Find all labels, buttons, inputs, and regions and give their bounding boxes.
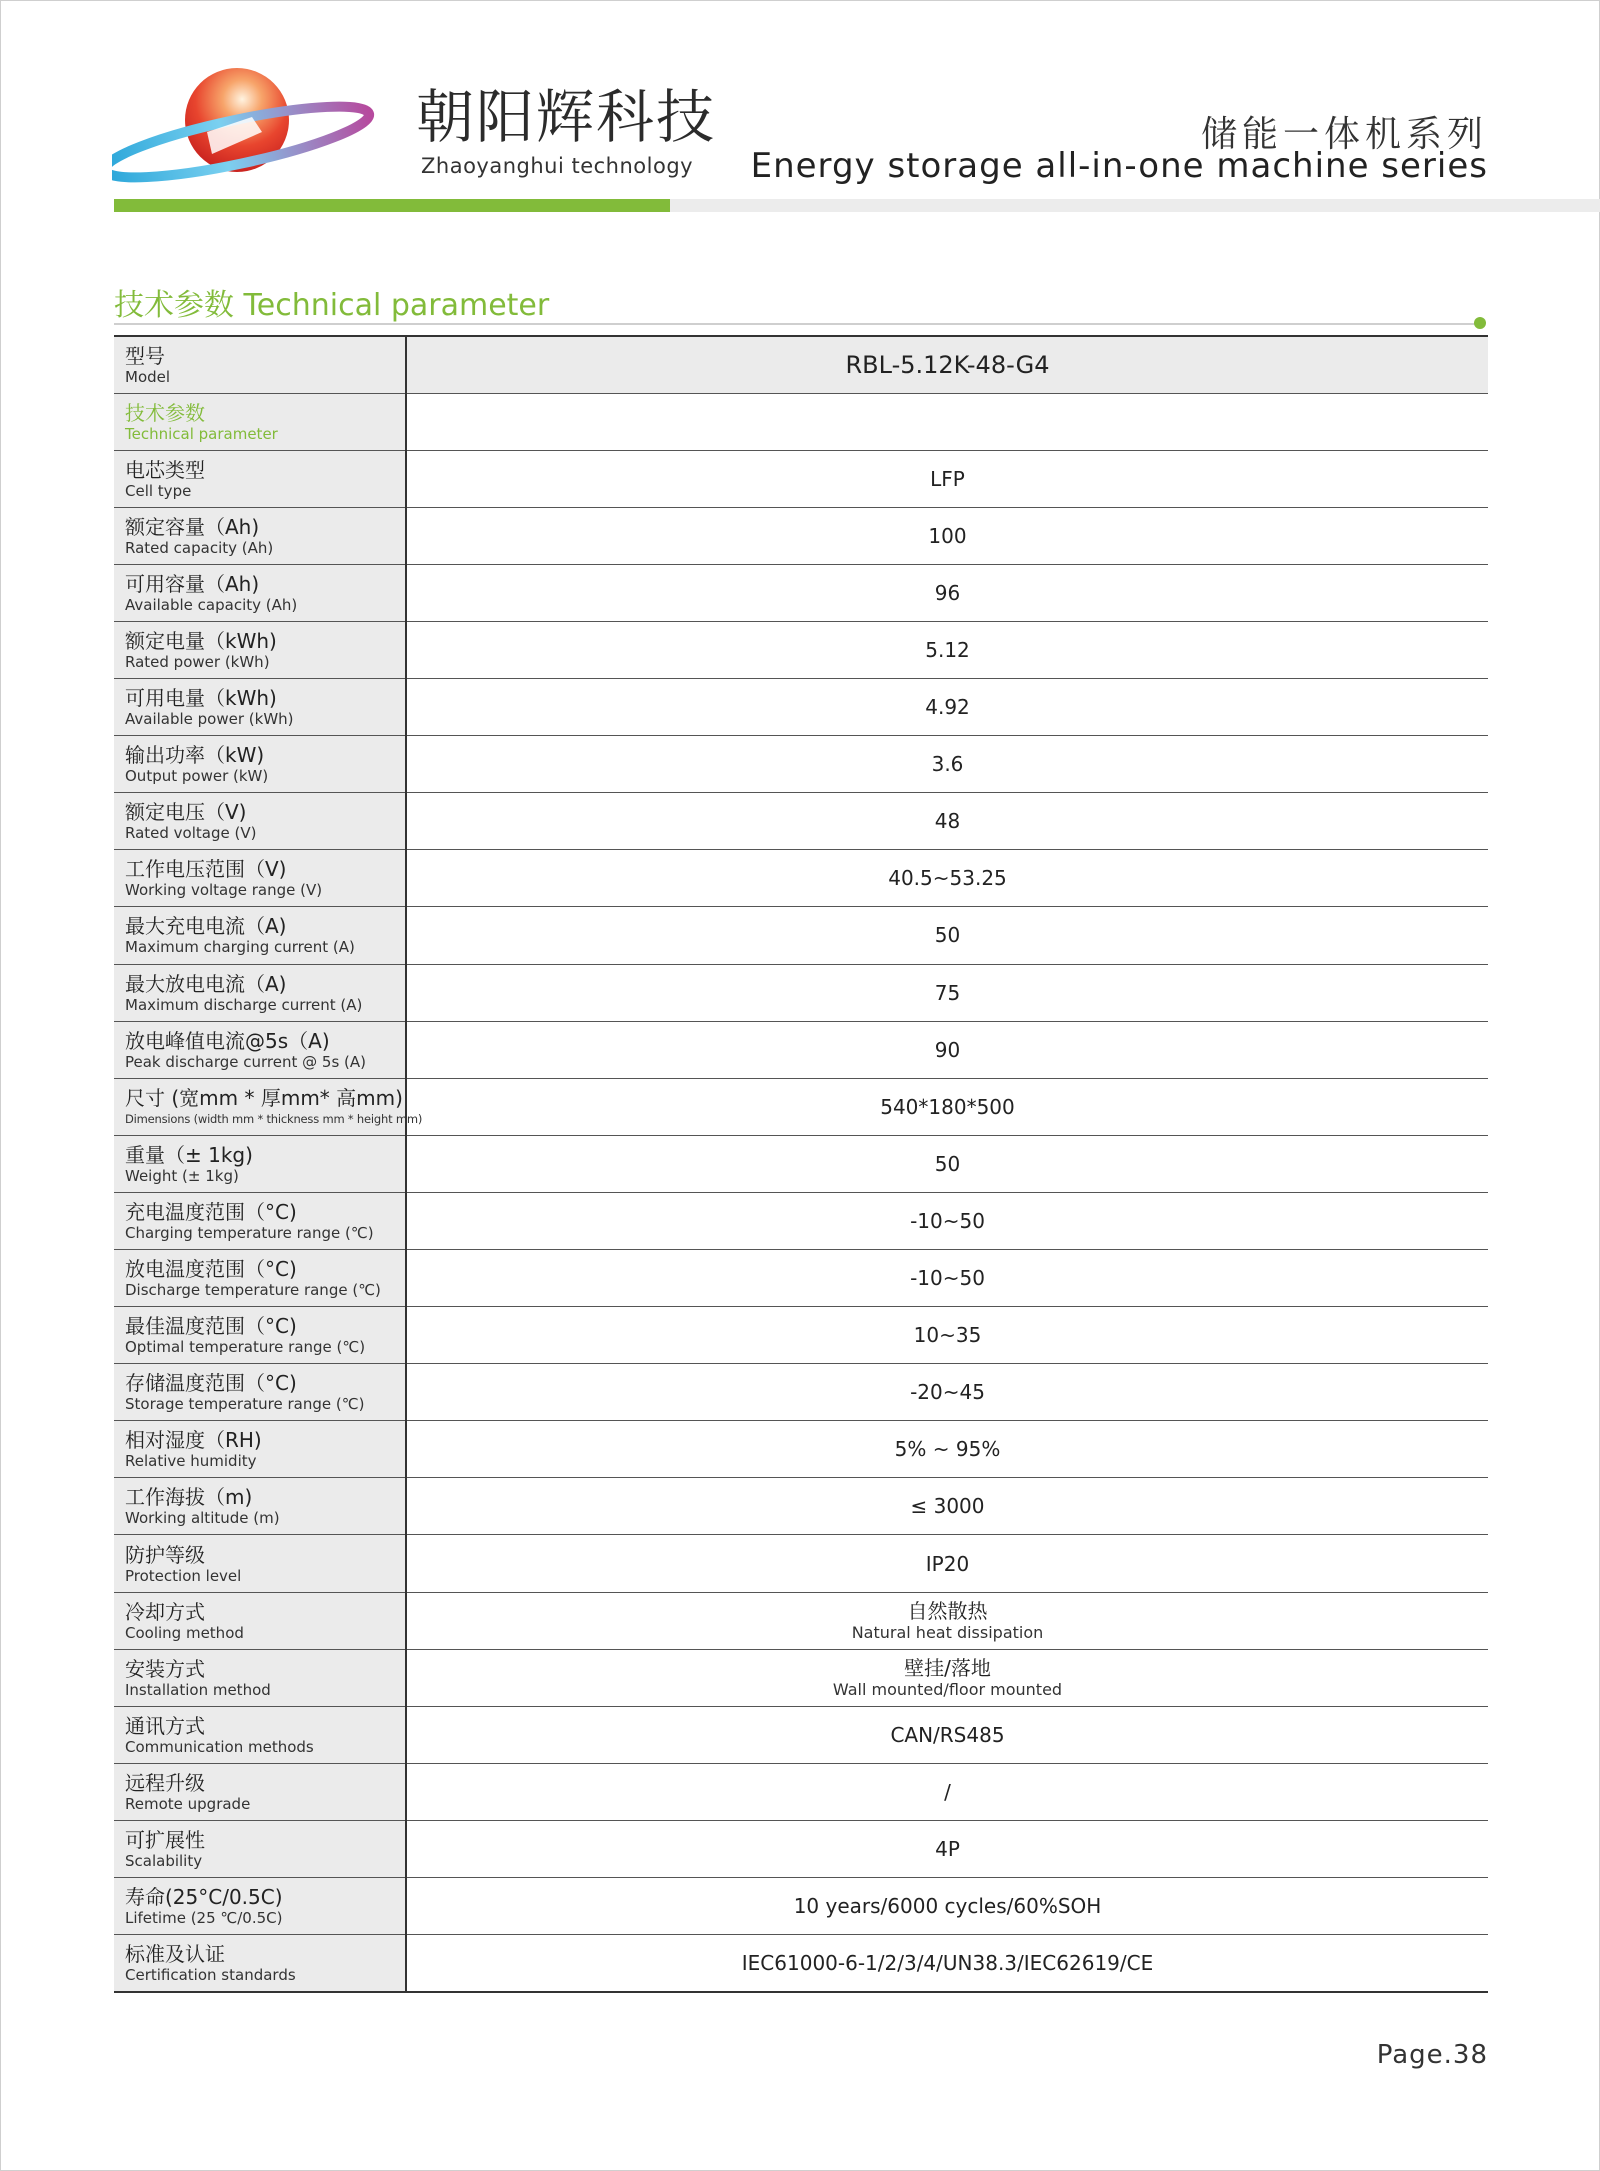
spec-table (114, 335, 1488, 1993)
label-cn: 充电温度范围（°C) (125, 1199, 297, 1224)
value-cell (406, 1649, 1488, 1706)
value-cell: 5% ~ 95% (406, 1421, 1488, 1478)
label-cn: 标准及认证 (125, 1941, 225, 1966)
label-cell (114, 1078, 423, 1135)
value-cell: 40.5~53.25 (406, 850, 1488, 907)
section-title: 技术参数 Technical parameter (114, 288, 550, 323)
label-cell (114, 1706, 406, 1763)
label-en: Discharge temperature range (℃) (125, 1281, 381, 1300)
label-en: Maximum discharge current (A) (125, 995, 363, 1014)
value-cell: 100 (406, 507, 1488, 564)
label-cn: 工作电压范围（V) (125, 857, 287, 882)
table-row (114, 1820, 1488, 1877)
label-cell (114, 679, 406, 736)
label-cn: 远程升级 (125, 1770, 205, 1795)
label-en: Weight (± 1kg) (125, 1166, 239, 1185)
value-cell: / (406, 1763, 1488, 1820)
label-en: Remote upgrade (125, 1794, 251, 1813)
label-cn: 放电温度范围（°C) (125, 1257, 297, 1282)
label-en: Rated voltage (V) (125, 824, 257, 843)
value-cn: 壁挂/落地 (904, 1655, 991, 1680)
value-cell: CAN/RS485 (406, 1706, 1488, 1763)
value-cell: 50 (406, 1135, 1488, 1192)
label-cell (114, 1192, 406, 1249)
label-cell (114, 1763, 406, 1820)
value-cell: 10~35 (406, 1307, 1488, 1364)
label-en: Rated power (kWh) (125, 653, 270, 672)
table-row (114, 1307, 1488, 1364)
value-cell: 5.12 (406, 621, 1488, 678)
label-en: Charging temperature range (℃) (125, 1223, 374, 1242)
label-en: Protection level (125, 1566, 242, 1585)
label-en: Lifetime (25 ℃/0.5C) (125, 1909, 283, 1928)
label-en: Storage temperature range (℃) (125, 1395, 365, 1414)
label-en: Available capacity (Ah) (125, 595, 298, 614)
table-row (114, 1021, 1488, 1078)
label-cell (114, 507, 406, 564)
label-cn: 尺寸 (宽mm * 厚mm* 高mm) (125, 1085, 403, 1110)
label-en: Dimensions (width mm * thickness mm * height mm) (125, 1111, 423, 1126)
label-cn: 型号 (125, 343, 165, 368)
value-cell: IP20 (406, 1535, 1488, 1592)
value-cn: 自然散热 (907, 1598, 988, 1623)
label-cell (114, 1478, 406, 1535)
label-cell (114, 964, 406, 1021)
label-cell (114, 450, 406, 507)
label-cell (114, 393, 406, 450)
table-row (114, 1535, 1488, 1592)
label-cn: 额定电量（kWh) (125, 629, 277, 654)
series-title-cn: 储能一体机系列 (1200, 114, 1488, 155)
label-cn: 防护等级 (125, 1542, 205, 1567)
value-en: Wall mounted/floor mounted (832, 1679, 1063, 1699)
label-cell (114, 621, 406, 678)
label-en: Scalability (125, 1851, 203, 1870)
label-cn: 安装方式 (125, 1656, 205, 1681)
label-cn: 输出功率（kW) (125, 743, 265, 768)
table-row (114, 1250, 1488, 1307)
label-cell (114, 736, 406, 793)
table-row (114, 679, 1488, 736)
label-en: Certification standards (125, 1965, 296, 1984)
value-cell: 4.92 (406, 679, 1488, 736)
label-cell (114, 1421, 406, 1478)
label-cell (114, 793, 406, 850)
label-cell (114, 1820, 406, 1877)
label-cell (114, 907, 406, 964)
label-cell (114, 1592, 406, 1649)
label-cn: 相对湿度（RH) (125, 1428, 262, 1453)
value-cell: IEC61000-6-1/2/3/4/UN38.3/IEC62619/CE (741, 1950, 1154, 1975)
label-en: Working altitude (m) (125, 1509, 280, 1528)
table-row (114, 1763, 1488, 1820)
brand-name-en: Zhaoyanghui technology (421, 154, 694, 178)
value-cell: 10 years/6000 cycles/60%SOH (406, 1878, 1488, 1935)
label-en: Model (125, 367, 171, 386)
label-cell (114, 1878, 406, 1935)
label-cn: 额定电压（V) (125, 800, 247, 825)
label-en: Technical parameter (125, 424, 278, 443)
table-row (114, 1478, 1488, 1535)
label-cn: 通讯方式 (125, 1713, 205, 1738)
label-en: Output power (kW) (125, 767, 269, 786)
label-cn: 冷却方式 (125, 1599, 205, 1624)
label-cell (114, 1649, 406, 1706)
label-en: Communication methods (125, 1737, 314, 1756)
value-cell: 48 (406, 793, 1488, 850)
label-cn: 技术参数 (125, 400, 205, 425)
label-en: Relative humidity (125, 1452, 257, 1471)
table-row (114, 1878, 1488, 1935)
value-cell: -20~45 (406, 1364, 1488, 1421)
value-cell: 3.6 (406, 736, 1488, 793)
header-accent-bar (114, 199, 670, 212)
table-row (114, 850, 1488, 907)
label-cn: 可用容量（Ah) (125, 571, 260, 596)
brand-name-cn: 朝阳辉科技 (416, 83, 717, 151)
label-cn: 可用电量（kWh) (125, 686, 277, 711)
value-cell: -10~50 (406, 1250, 1488, 1307)
value-cell: 90 (406, 1021, 1488, 1078)
value-en: Natural heat dissipation (851, 1622, 1044, 1642)
label-cn: 电芯类型 (125, 457, 205, 482)
label-cn: 额定容量（Ah) (125, 514, 260, 539)
label-cell (114, 1250, 406, 1307)
label-en: Optimal temperature range (℃) (125, 1338, 366, 1357)
label-cell (114, 1021, 406, 1078)
table-row (114, 450, 1488, 507)
label-en: Working voltage range (V) (125, 881, 323, 900)
label-cn: 存储温度范围（°C) (125, 1371, 297, 1396)
label-cell (114, 564, 406, 621)
label-cell (114, 336, 406, 393)
value-cell: 96 (406, 564, 1488, 621)
label-cell (114, 1535, 406, 1592)
label-cell (114, 1307, 406, 1364)
table-row (114, 1135, 1488, 1192)
value-cell: LFP (406, 450, 1488, 507)
table-row (114, 1649, 1488, 1706)
table-row-model (114, 336, 1488, 393)
table-row (114, 1078, 1488, 1135)
table-row (114, 1706, 1488, 1763)
label-cn: 重量（± 1kg) (125, 1142, 253, 1167)
label-en: Cooling method (125, 1623, 244, 1642)
table-row (114, 1592, 1488, 1649)
series-title-en: Energy storage all-in-one machine series (750, 146, 1488, 186)
header-divider-bar (670, 199, 1600, 212)
label-cell (114, 1935, 406, 1992)
value-cell: 50 (406, 907, 1488, 964)
label-cn: 放电峰值电流@5s（A) (125, 1028, 330, 1053)
label-en: Cell type (125, 481, 192, 500)
label-cn: 可扩展性 (125, 1827, 205, 1852)
label-cell (114, 850, 406, 907)
table-row (114, 1935, 1488, 1992)
section-rule-dot (1474, 317, 1486, 329)
value-cell: -10~50 (406, 1192, 1488, 1249)
label-en: Maximum charging current (A) (125, 938, 355, 957)
company-logo (112, 62, 392, 192)
label-cn: 寿命(25°C/0.5C) (125, 1885, 283, 1910)
value-cell-empty (406, 393, 1488, 450)
model-value: RBL-5.12K-48-G4 (406, 336, 1488, 393)
table-row-technical-parameter (114, 393, 1488, 450)
table-row (114, 564, 1488, 621)
value-cell (406, 1592, 1488, 1649)
value-cell: ≤ 3000 (406, 1478, 1488, 1535)
table-row (114, 507, 1488, 564)
table-row (114, 1421, 1488, 1478)
section-rule (114, 323, 1480, 325)
label-cell (114, 1135, 406, 1192)
table-row (114, 964, 1488, 1021)
label-cn: 工作海拔（m) (125, 1485, 253, 1510)
table-row (114, 621, 1488, 678)
label-en: Available power (kWh) (125, 710, 294, 729)
label-cn: 最大放电电流（A) (125, 971, 287, 996)
table-row (114, 907, 1488, 964)
table-row (114, 793, 1488, 850)
label-en: Rated capacity (Ah) (125, 538, 274, 557)
table-row (114, 1364, 1488, 1421)
page-number: Page.38 (1376, 2040, 1488, 2070)
label-en: Peak discharge current @ 5s (A) (125, 1052, 366, 1071)
value-cell: 75 (406, 964, 1488, 1021)
table-row (114, 1192, 1488, 1249)
label-cn: 最大充电电流（A) (125, 914, 287, 939)
label-cn: 最佳温度范围（°C) (125, 1314, 297, 1339)
table-row (114, 736, 1488, 793)
label-en: Installation method (125, 1680, 271, 1699)
value-cell: 4P (406, 1820, 1488, 1877)
value-cell: 540*180*500 (406, 1078, 1488, 1135)
label-cell (114, 1364, 406, 1421)
